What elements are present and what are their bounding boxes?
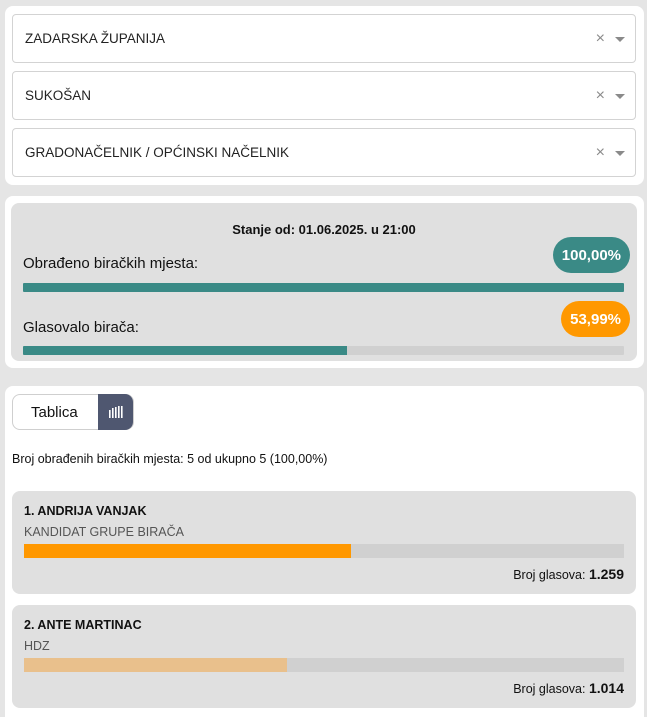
turnout-label: Glasovalo birača: (23, 319, 139, 336)
county-chevron-down-icon[interactable] (615, 37, 625, 42)
filters-panel (5, 6, 644, 185)
election-chevron-down-icon[interactable] (615, 151, 625, 156)
candidate-vote-bar (24, 658, 624, 672)
turnout-progress (23, 346, 624, 355)
processed-progress-fill (23, 283, 624, 292)
candidate-votes (513, 566, 624, 582)
election-clear-icon[interactable]: × (595, 144, 605, 161)
status-timestamp: Stanje od: 01.06.2025. u 21:00 (232, 222, 416, 237)
candidate-party: KANDIDAT GRUPE BIRAČA (24, 525, 184, 539)
candidate-vote-bar-fill (24, 658, 287, 672)
turnout-badge: 53,99% (561, 301, 630, 337)
results-panel (5, 386, 644, 717)
candidate-vote-bar (24, 544, 624, 558)
processed-progress (23, 283, 624, 292)
bar-chart-icon (108, 405, 124, 419)
candidate-card (12, 491, 636, 594)
chart-view-button[interactable] (98, 394, 133, 430)
county-select[interactable] (12, 14, 636, 63)
municipality-clear-icon[interactable]: × (595, 87, 605, 104)
county-clear-icon[interactable]: × (595, 30, 605, 47)
county-select-value: ZADARSKA ŽUPANIJA (25, 31, 166, 46)
view-toggle (12, 394, 134, 430)
candidate-name: 1. ANDRIJA VANJAK (24, 504, 147, 518)
candidate-name: 2. ANTE MARTINAC (24, 618, 142, 632)
municipality-chevron-down-icon[interactable] (615, 94, 625, 99)
election-select[interactable] (12, 128, 636, 177)
candidate-vote-bar-fill (24, 544, 351, 558)
table-view-button[interactable]: Tablica (31, 404, 78, 421)
municipality-select-value: SUKOŠAN (25, 88, 92, 103)
processed-badge: 100,00% (553, 237, 630, 273)
candidate-card (12, 605, 636, 708)
candidate-party: HDZ (24, 639, 50, 653)
votes-label: Broj glasova: (513, 682, 586, 696)
processed-summary: Broj obrađenih biračkih mjesta: 5 od ukupno 5 (100,00%) (12, 452, 328, 466)
election-select-value: GRADONAČELNIK / OPĆINSKI NAČELNIK (25, 145, 290, 160)
votes-count: 1.014 (588, 680, 624, 696)
candidate-votes (513, 680, 624, 696)
municipality-select[interactable] (12, 71, 636, 120)
status-panel (5, 196, 644, 368)
turnout-progress-fill (23, 346, 347, 355)
votes-count: 1.259 (588, 566, 624, 582)
votes-label: Broj glasova: (513, 568, 586, 582)
processed-label: Obrađeno biračkih mjesta: (23, 255, 199, 272)
status-box (11, 203, 637, 361)
